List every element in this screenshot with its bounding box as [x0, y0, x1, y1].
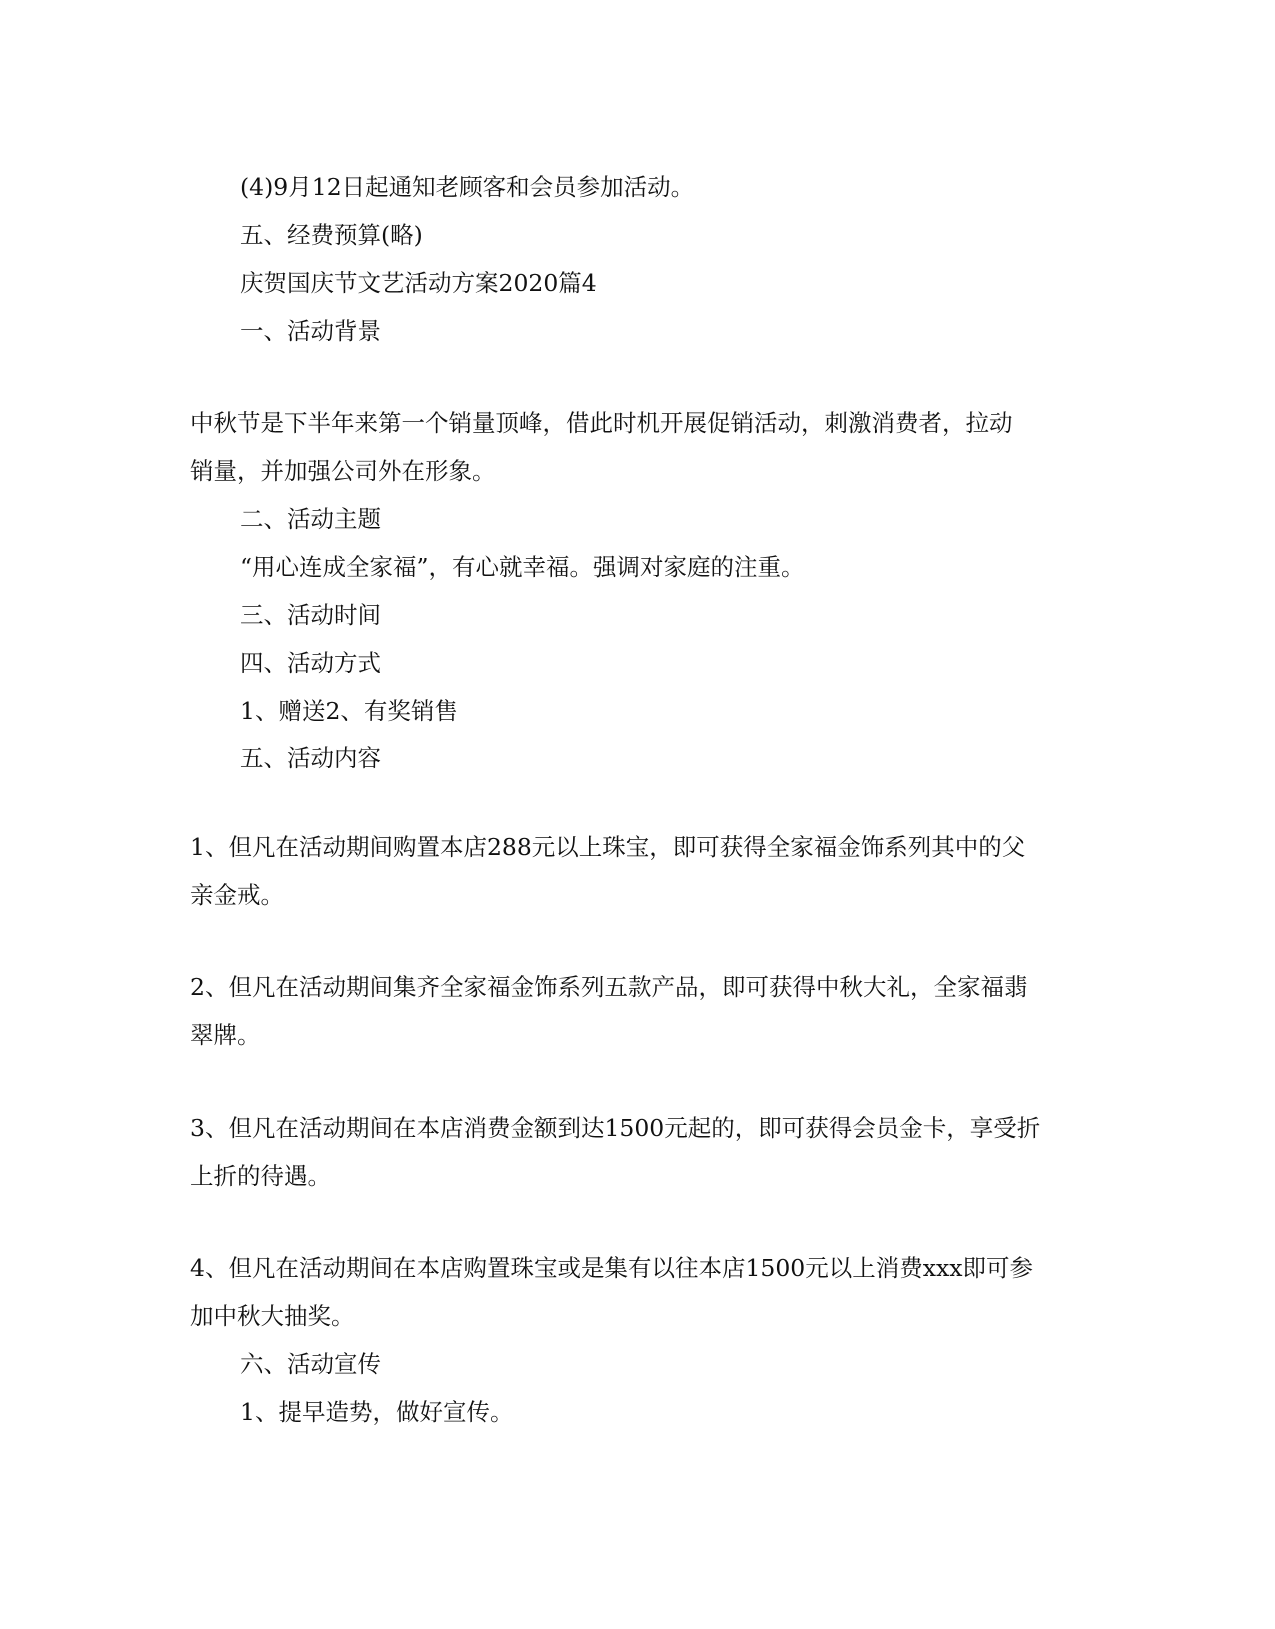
paragraph-content-4-line-2: 加中秋大抽奖。 [190, 1302, 355, 1330]
heading-theme: 二、活动主题 [240, 505, 381, 533]
heading-background: 一、活动背景 [240, 317, 381, 345]
heading-time: 三、活动时间 [240, 601, 381, 629]
paragraph-content-2-line-1: 2、但凡在活动期间集齐全家福金饰系列五款产品，即可获得中秋大礼，全家福翡 [190, 973, 1028, 1001]
paragraph-background-line-2: 销量，并加强公司外在形象。 [190, 457, 496, 485]
paragraph-theme: “用心连成全家福”，有心就幸福。强调对家庭的注重。 [240, 553, 805, 581]
paragraph-method: 1、赠送2、有奖销售 [240, 697, 458, 725]
paragraph-content-2-line-2: 翠牌。 [190, 1021, 261, 1049]
paragraph-notify-customers: (4)9月12日起通知老顾客和会员参加活动。 [240, 173, 695, 201]
heading-content: 五、活动内容 [240, 744, 381, 772]
document-title: 庆贺国庆节文艺活动方案2020篇4 [240, 269, 597, 297]
paragraph-content-3-line-2: 上折的待遇。 [190, 1162, 331, 1190]
paragraph-content-1-line-1: 1、但凡在活动期间购置本店288元以上珠宝，即可获得全家福金饰系列其中的父 [190, 833, 1026, 861]
paragraph-content-4-line-1: 4、但凡在活动期间在本店购置珠宝或是集有以往本店1500元以上消费xxx即可参 [190, 1254, 1034, 1282]
paragraph-promotion-1: 1、提早造势，做好宣传。 [240, 1398, 514, 1426]
paragraph-content-1-line-2: 亲金戒。 [190, 881, 284, 909]
heading-method: 四、活动方式 [240, 649, 381, 677]
paragraph-content-3-line-1: 3、但凡在活动期间在本店消费金额到达1500元起的，即可获得会员金卡，享受折 [190, 1114, 1041, 1142]
paragraph-background-line-1: 中秋节是下半年来第一个销量顶峰，借此时机开展促销活动，刺激消费者，拉动 [190, 409, 1013, 437]
heading-budget: 五、经费预算(略) [240, 221, 423, 249]
heading-promotion: 六、活动宣传 [240, 1350, 381, 1378]
